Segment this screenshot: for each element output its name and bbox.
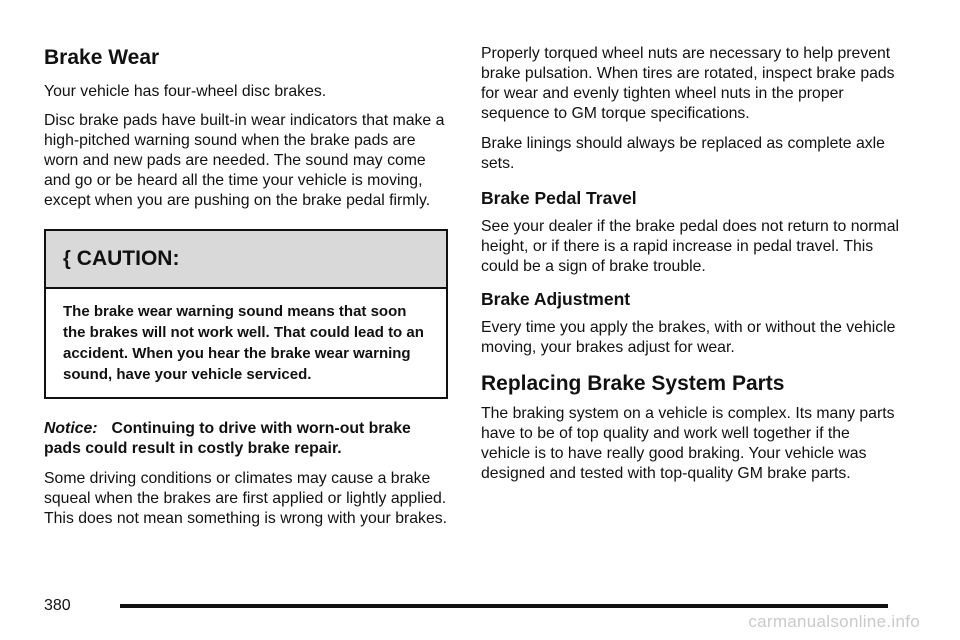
paragraph-brake-squeal: Some driving conditions or climates may cause a brake squeal when the brakes are first applied or lightly applied. This does not mean something is wrong with your brakes. — [44, 470, 448, 527]
paragraph-wear-indicators: Disc brake pads have built-in wear indicators that make a high-pitched warning sound when the brake pads are worn and new pads are needed. The sound may come and go or be heard all the time your vehicle is moving, except when you are pushing on the brake pedal firmly. — [44, 112, 445, 209]
caution-title: CAUTION: — [76, 247, 180, 270]
notice-text: Continuing to drive with worn-out brake pads could result in costly brake repair. — [44, 420, 411, 457]
caution-box — [44, 229, 448, 399]
paragraph-brake-linings: Brake linings should always be replaced as complete axle sets. — [481, 135, 885, 172]
paragraph-pedal-travel: See your dealer if the brake pedal does not return to normal height, or if there is a rapid increase in pedal travel. This could be a sign of brake trouble. — [481, 218, 899, 275]
left-column — [44, 44, 448, 529]
watermark-text: carmanualsonline.info — [748, 612, 920, 631]
heading-replacing-brake-parts: Replacing Brake System Parts — [481, 372, 785, 395]
paragraph-replacing-parts: The braking system on a vehicle is complex. Its many parts have to be of top quality and work well together if the vehicle is to have really good braking. Your vehicle was designed and tested with top-quality GM brake parts. — [481, 405, 895, 482]
heading-brake-wear: Brake Wear — [44, 46, 160, 69]
caution-body: The brake wear warning sound means that soon the brakes will not work well. That could lead to an accident. When you hear the brake wear warning sound, have your vehicle serviced. — [63, 303, 424, 383]
notice-label: Notice: — [44, 420, 98, 437]
heading-brake-adjustment: Brake Adjustment — [481, 289, 631, 309]
notice-paragraph — [44, 419, 448, 459]
heading-brake-pedal-travel: Brake Pedal Travel — [481, 188, 637, 208]
footer-rule — [120, 604, 888, 608]
right-column — [481, 44, 901, 484]
paragraph-disc-brakes: Your vehicle has four-wheel disc brakes. — [44, 83, 327, 100]
page-number: 380 — [44, 597, 71, 614]
caution-icon: { — [63, 247, 71, 270]
caution-header — [46, 231, 446, 289]
paragraph-wheel-nuts: Properly torqued wheel nuts are necessary to help prevent brake pulsation. When tires are rotated, inspect brake pads for wear and evenly tighten wheel nuts in the proper sequence to GM torque specifications. — [481, 45, 895, 122]
paragraph-brake-adjustment: Every time you apply the brakes, with or without the vehicle moving, your brakes adjust for wear. — [481, 319, 896, 356]
